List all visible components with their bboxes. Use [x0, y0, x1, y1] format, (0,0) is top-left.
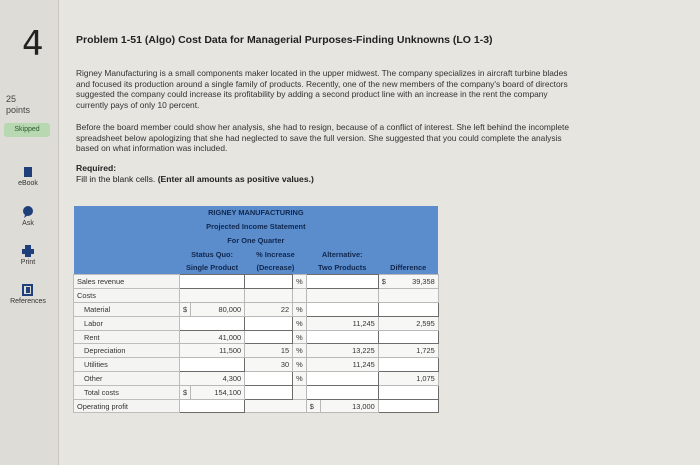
intro-line: suggested the company could increase its profitability by adding a second product line with an increase in the rent the company	[76, 89, 548, 99]
sales-pct-input[interactable]	[245, 275, 293, 289]
sales-status-quo-input[interactable]	[180, 275, 245, 289]
ebook-button[interactable]	[6, 166, 50, 187]
references-label: References	[10, 298, 46, 305]
material-difference-input[interactable]	[378, 303, 438, 317]
row-label: Material	[74, 303, 180, 317]
statement-period: For One Quarter	[74, 234, 439, 248]
table-row	[74, 330, 439, 344]
utilities-pct: 30	[245, 358, 293, 372]
row-label: Total costs	[74, 385, 180, 399]
ask-label: Ask	[22, 220, 34, 227]
pct-header: % Increase	[245, 247, 307, 261]
difference-header: Difference	[378, 261, 438, 275]
pct-sign: %	[293, 372, 307, 386]
points-info	[6, 94, 30, 116]
currency-symbol: $	[381, 277, 386, 287]
rent-pct-input[interactable]	[245, 330, 293, 344]
total-status-quo: 154,100	[191, 385, 245, 399]
required-label: Required:	[76, 163, 117, 173]
company-name: RIGNEY MANUFACTURING	[74, 206, 439, 220]
depreciation-difference: 1,725	[378, 344, 438, 358]
statement-name: Projected Income Statement	[74, 220, 439, 234]
table-row	[74, 372, 439, 386]
table-row	[74, 358, 439, 372]
references-icon	[22, 284, 34, 296]
material-alternative-input[interactable]	[306, 303, 378, 317]
row-label: Labor	[74, 316, 180, 330]
status-quo-header: Status Quo:	[180, 247, 245, 261]
context-line: Before the board member could show her analysis, she had to resign, because of a conflict of interest. She left behind the incomplete	[76, 122, 570, 132]
status-quo-subheader: Single Product	[180, 261, 245, 275]
row-label: Utilities	[74, 358, 180, 372]
utilities-alternative: 11,245	[306, 358, 378, 372]
table-row	[74, 275, 439, 289]
required-text: Fill in the blank cells.	[76, 174, 156, 184]
profit-status-quo-input[interactable]	[180, 399, 245, 413]
rent-difference-input[interactable]	[378, 330, 438, 344]
required-note: (Enter all amounts as positive values.)	[157, 174, 314, 184]
sales-alternative-input[interactable]	[306, 275, 378, 289]
points-value: 25	[6, 94, 17, 104]
printer-icon	[22, 245, 34, 257]
ebook-label: eBook	[18, 180, 38, 187]
print-label: Print	[20, 259, 36, 266]
problem-title: Problem 1-51 (Algo) Cost Data for Managerial Purposes-Finding Unknowns (LO 1-3)	[76, 34, 493, 46]
labor-pct-input[interactable]	[245, 316, 293, 330]
required-section	[76, 163, 314, 185]
depreciation-pct: 15	[245, 344, 293, 358]
depreciation-status-quo: 11,500	[180, 344, 245, 358]
pct-sign: %	[293, 344, 307, 358]
pct-subheader: (Decrease)	[245, 261, 307, 275]
sales-difference	[378, 275, 438, 289]
table-row	[74, 316, 439, 330]
currency-symbol: $	[180, 303, 191, 317]
table-row	[74, 399, 439, 413]
other-difference: 1,075	[378, 372, 438, 386]
row-label: Operating profit	[74, 399, 180, 413]
table-row	[74, 385, 439, 399]
material-status-quo: 80,000	[191, 303, 245, 317]
question-number: 4	[22, 24, 44, 64]
row-label: Sales revenue	[74, 275, 180, 289]
row-label: Other	[74, 372, 180, 386]
other-pct-input[interactable]	[245, 372, 293, 386]
status-badge: Skipped	[4, 123, 50, 137]
points-label: points	[6, 105, 31, 115]
rent-alternative-input[interactable]	[306, 330, 378, 344]
alternative-subheader: Two Products	[306, 261, 378, 275]
profit-alternative: 13,000	[320, 399, 378, 413]
utilities-status-quo-input[interactable]	[180, 358, 245, 372]
intro-line: Rigney Manufacturing is a small components maker located in the upper midwest. The company specializes in aircraft turbine blades	[76, 68, 568, 78]
total-difference-input[interactable]	[378, 385, 438, 399]
currency-symbol: $	[180, 385, 191, 399]
print-button[interactable]	[6, 245, 50, 266]
table-row	[74, 344, 439, 358]
sales-difference-value: 39,358	[412, 277, 435, 287]
context-line: spreadsheet below apologizing that she had neglected to save the full version. She suggested that you could complete the analysis	[76, 132, 562, 143]
row-label: Costs	[74, 289, 180, 303]
income-statement-table	[73, 206, 439, 413]
other-alternative-input[interactable]	[306, 372, 378, 386]
depreciation-alternative: 13,225	[306, 344, 378, 358]
chat-bubble-icon	[22, 206, 34, 218]
pct-sign: %	[293, 303, 307, 317]
labor-status-quo-input[interactable]	[180, 316, 245, 330]
book-icon	[23, 166, 33, 178]
total-pct-input[interactable]	[245, 385, 293, 399]
row-label: Depreciation	[74, 344, 180, 358]
context-line: based on what information was included.	[76, 143, 228, 153]
other-status-quo: 4,300	[180, 372, 245, 386]
alternative-header: Alternative:	[306, 247, 378, 261]
pct-sign: %	[293, 330, 307, 344]
material-pct: 22	[245, 303, 293, 317]
intro-line: currently pays of only 10 percent.	[76, 99, 200, 110]
problem-context	[76, 122, 676, 154]
pct-sign: %	[293, 316, 307, 330]
pct-sign: %	[293, 275, 307, 289]
currency-symbol: $	[306, 399, 320, 413]
table-row	[74, 303, 439, 317]
question-sidebar	[0, 0, 59, 465]
labor-difference: 2,595	[378, 316, 438, 330]
table-row	[74, 289, 439, 303]
intro-line: and focused its production around a single family of products. Recently, one of the new members of the company's board of directors	[76, 78, 568, 89]
rent-status-quo: 41,000	[180, 330, 245, 344]
utilities-difference-input[interactable]	[378, 358, 438, 372]
references-button[interactable]	[6, 284, 50, 305]
pct-sign: %	[293, 358, 307, 372]
total-alternative-input[interactable]	[306, 385, 378, 399]
labor-alternative: 11,245	[306, 316, 378, 330]
row-label: Rent	[74, 330, 180, 344]
ask-button[interactable]	[6, 206, 50, 227]
problem-intro	[76, 68, 676, 110]
profit-difference-input[interactable]	[378, 399, 438, 413]
